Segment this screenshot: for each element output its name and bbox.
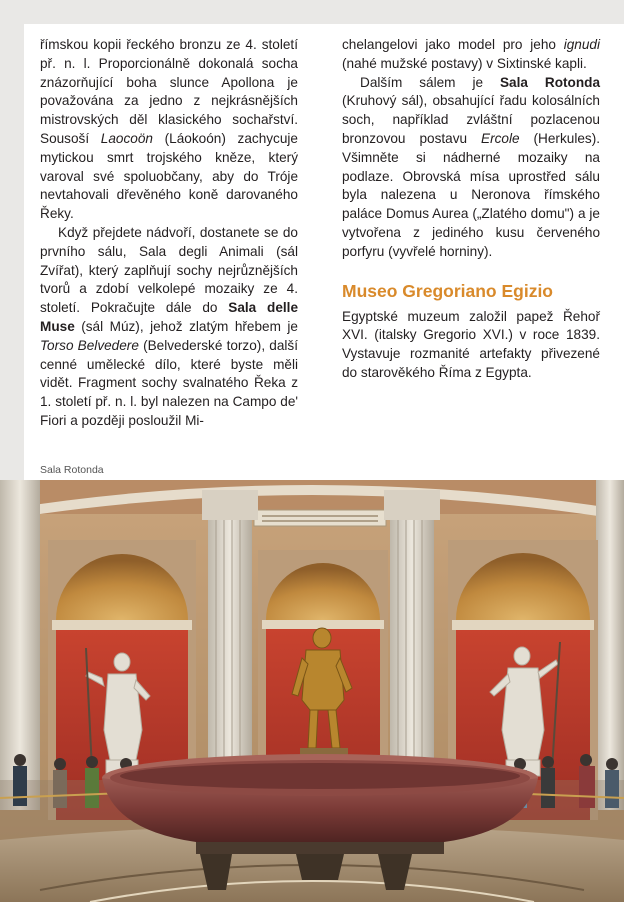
sala-rotonda-term: Sala Rotonda <box>499 74 601 90</box>
section-heading: Museo Gregoriano Egizio <box>342 280 553 301</box>
photo-caption: Sala Rotonda <box>40 464 104 476</box>
right-paragraph-3: Egyptské muzeum založil papež Řehoř XVI. (italsky Gregorio XVI.) v roce 1839. Vystavuje rozmanité artefakty přivezené do starověkého Říma z Egypta. <box>342 308 600 380</box>
photo-illustration <box>0 480 624 902</box>
sala-rotonda-photo <box>0 480 624 902</box>
right-paragraph-2: Dalším sálem je Sala Rotonda (Kruhový sál), obsahující řadu kolosálních soch, například zvláštní pozlacenou bronzovou postavu Ercole (Herkules). Všimněte si nádherné mozaiky na podlaze. Obrovská mísa uprostřed sálu byla nalezena u Neronova římského paláce Domus Aurea („Zlatého domu") a je vytvořena z jediného kusu červeného porfyru (vyvřelé horniny). <box>342 74 601 259</box>
left-paragraph-2: Když přejdete nádvoří, dostanete se do prvního sálu, Sala degli Animali (sál Zvířat), který zaplňují sochy nejrůznějších tvorů a zdobí velkolepé mozaiky ze 4. století. Pokračujte dále do Sala delle Muse (sál Múz), jehož zlatým hřebem je Torso Belvedere (Belvederské torzo), další cenné umělecké dílo, které byste měli vidět. Fragment sochy svalnatého Řeka z 1. století př. n. l. byl nalezen na Campo de' Fiori a později posloužil Mi- <box>40 224 298 428</box>
sala-delle-muse-term: Sala delle Muse <box>40 300 298 334</box>
right-column <box>342 36 600 431</box>
right-paragraph-1: chelangelovi jako model pro jeho ignudi (nahé mužské postavy) v Sixtinské kapli. <box>342 37 600 71</box>
left-column <box>40 36 298 431</box>
text-columns <box>40 36 600 431</box>
left-paragraph-1: římskou kopii řeckého bronzu ze 4. století př. n. l. Proporcionálně dokonalá socha znázorňující boha slunce Apollona je považována za jedno z nejkrásnějších mistrovských děl klasického sochařství. Sousoší Laocoön (Láokoón) zachycuje mytickou smrt trojského kněze, který varoval své spoluobčany, aby do Tróje nevtahovali dřevěného koně darovaného Řeky. <box>40 37 298 222</box>
